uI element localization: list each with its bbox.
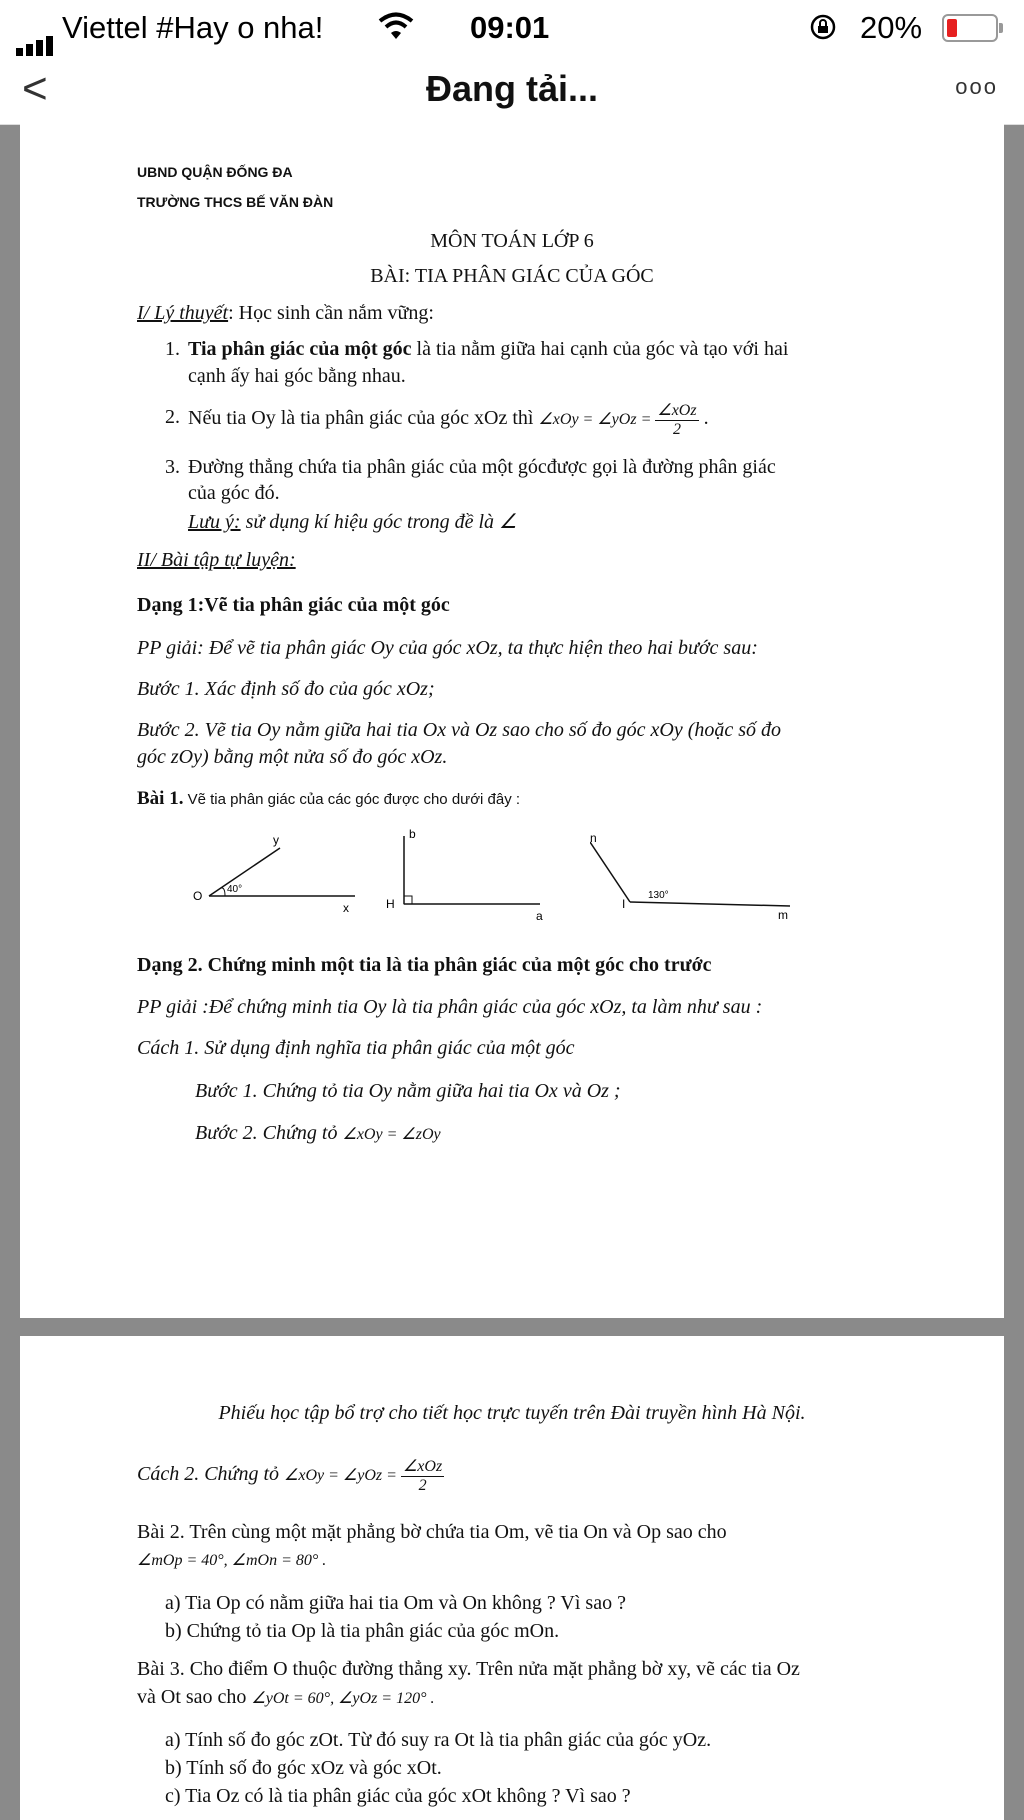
cach-1-step-2-math: ∠xOy = ∠zOy <box>342 1126 441 1143</box>
label-h: H <box>386 897 395 911</box>
note-text: sử dụng kí hiệu góc trong đề là ∠ <box>240 511 517 533</box>
bai-1-text: Vẽ tia phân giác của các góc được cho dưới đây : <box>183 791 521 808</box>
item-2-fraction <box>655 400 698 439</box>
back-button[interactable]: < <box>22 64 48 113</box>
item-3-line-1: Đường thẳng chứa tia phân giác của một gócđược gọi là đường phân giác <box>188 456 776 478</box>
document-page-2 <box>20 1336 1004 1820</box>
label-angle-40: 40° <box>227 884 243 895</box>
bai-2-b: b) Chứng tỏ tia Op là tia phân giác của góc mOn. <box>165 1620 560 1642</box>
cach-2-fraction <box>401 1456 444 1495</box>
label-n: n <box>590 831 597 845</box>
cach-1: Cách 1. Sử dụng định nghĩa tia phân giác của một góc <box>137 1037 575 1059</box>
bai-3-math: ∠yOt = 60°, ∠yOz = 120° . <box>251 1690 435 1707</box>
pp-2: PP giải :Để chứng minh tia Oy là tia phân giác của góc xOz, ta làm như sau : <box>137 996 763 1018</box>
item-1-bold: Tia phân giác của một góc <box>188 338 412 360</box>
cach-1-step-1: Bước 1. Chứng tỏ tia Oy nằm giữa hai tia Ox và Oz ; <box>195 1080 621 1102</box>
wifi-icon <box>378 12 414 40</box>
label-b: b <box>409 827 416 841</box>
theory-intro: : Học sinh cần nắm vững: <box>228 302 434 324</box>
figure-right-angle <box>380 824 550 924</box>
label-angle-130: 130° <box>648 890 669 901</box>
nav-bar <box>0 56 1024 125</box>
dang-2-heading: Dạng 2. Chứng minh một tia là tia phân giác của một góc cho trước <box>137 954 712 976</box>
carrier-name: Viettel #Hay o nha! <box>62 10 324 45</box>
worksheet-header: Phiếu học tập bổ trợ cho tiết học trực tuyến trên Đài truyền hình Hà Nội. <box>218 1402 806 1424</box>
step-2-line-1: Bước 2. Vẽ tia Oy nằm giữa hai tia Ox và Oz sao cho số đo góc xOy (hoặc số đo <box>137 719 782 741</box>
battery-percent: 20% <box>860 10 923 45</box>
lesson-title: BÀI: TIA PHÂN GIÁC CỦA GÓC <box>370 265 654 287</box>
item-2-text: Nếu tia Oy là tia phân giác của góc xOz thì <box>188 407 539 430</box>
bai-3-line-1: Bài 3. Cho điểm O thuộc đường thẳng xy. Trên nửa mặt phẳng bờ xy, vẽ các tia Oz <box>137 1658 800 1680</box>
cach-2-math: ∠xOy = ∠yOz = <box>284 1467 401 1485</box>
fraction-denominator: 2 <box>672 421 681 438</box>
school-district: UBND QUẬN ĐỐNG ĐA <box>137 164 293 180</box>
rotation-lock-icon <box>810 14 836 40</box>
clock: 09:01 <box>470 10 550 45</box>
note-line <box>188 509 517 534</box>
item-1-num: 1. <box>165 338 180 360</box>
theory-heading: I/ Lý thuyết <box>137 302 229 324</box>
ray-in <box>590 842 630 902</box>
item-3-line-2: của góc đó. <box>188 482 280 504</box>
fraction-denominator: 2 <box>418 1477 427 1494</box>
ray-oy <box>209 848 280 896</box>
fraction-numerator: ∠xOz <box>657 402 697 419</box>
cach-2 <box>137 1456 444 1495</box>
label-i: I <box>622 897 626 911</box>
item-2-math: ∠xOy = ∠yOz = <box>538 411 656 429</box>
bai-1-label: Bài 1. <box>137 788 184 809</box>
step-2-line-2: góc zOy) bằng một nửa số đo góc xOz. <box>137 746 448 768</box>
cach-1-step-2 <box>195 1122 441 1145</box>
bai-3-line-2 <box>137 1686 434 1709</box>
dang-1-heading: Dạng 1:Vẽ tia phân giác của một góc <box>137 594 450 616</box>
practice-heading: II/ Bài tập tự luyện: <box>137 549 296 571</box>
subject-title: MÔN TOÁN LỚP 6 <box>430 230 594 252</box>
right-angle-mark <box>404 896 412 904</box>
school-name: TRƯỜNG THCS BẾ VĂN ĐÀN <box>137 194 334 210</box>
status-bar <box>0 0 1024 56</box>
item-2 <box>188 400 709 439</box>
theory-line <box>137 302 434 325</box>
label-o: O <box>193 889 203 903</box>
label-y: y <box>273 833 279 847</box>
figure-angle-40 <box>185 824 365 914</box>
bai-3-b: b) Tính số đo góc xOz và góc xOt. <box>165 1757 442 1779</box>
fraction-numerator: ∠xOz <box>402 1458 443 1475</box>
cellular-signal-icon <box>16 20 56 56</box>
cach-1-step-2-text: Bước 2. Chứng tỏ <box>195 1122 343 1144</box>
page-title: Đang tải... <box>425 68 599 109</box>
pp-1: PP giải: Để vẽ tia phân giác Oy của góc xOz, ta thực hiện theo hai bước sau: <box>137 637 758 659</box>
item-3-num: 3. <box>165 456 180 478</box>
bai-1-line <box>137 788 520 810</box>
bai-2-a: a) Tia Op có nằm giữa hai tia Om và On không ? Vì sao ? <box>165 1592 626 1614</box>
more-options-button[interactable]: ooo <box>955 74 998 99</box>
item-1-line-2: cạnh ấy hai góc bằng nhau. <box>188 365 406 387</box>
bai-3-c: c) Tia Oz có là tia phân giác của góc xOt không ? Vì sao ? <box>165 1785 631 1807</box>
bai-2-line-1: Bài 2. Trên cùng một mặt phẳng bờ chứa tia Om, vẽ tia On và Op sao cho <box>137 1521 727 1543</box>
figure-angle-130 <box>590 824 800 924</box>
item-1-rest: là tia nằm giữa hai cạnh của góc và tạo với hai <box>411 338 789 360</box>
label-x: x <box>343 901 349 914</box>
bai-3-a: a) Tính số đo góc zOt. Từ đó suy ra Ot là tia phân giác của góc yOz. <box>165 1729 712 1751</box>
step-1: Bước 1. Xác định số đo của góc xOz; <box>137 678 435 700</box>
item-2-num: 2. <box>165 406 180 428</box>
item-2-end: . <box>703 407 709 430</box>
item-1 <box>188 338 788 361</box>
label-a: a <box>536 909 543 923</box>
bai-2-math: ∠mOp = 40°, ∠mOn = 80° . <box>137 1552 327 1569</box>
note-label: Lưu ý: <box>188 511 241 533</box>
angle-arc <box>221 888 225 896</box>
battery-icon <box>942 14 998 42</box>
label-m: m <box>778 908 788 922</box>
document-page-1 <box>20 124 1004 1318</box>
bai-3-line-2-text: và Ot sao cho <box>137 1686 252 1708</box>
ray-im <box>630 902 790 906</box>
cach-2-text: Cách 2. Chứng tỏ <box>137 1463 285 1486</box>
